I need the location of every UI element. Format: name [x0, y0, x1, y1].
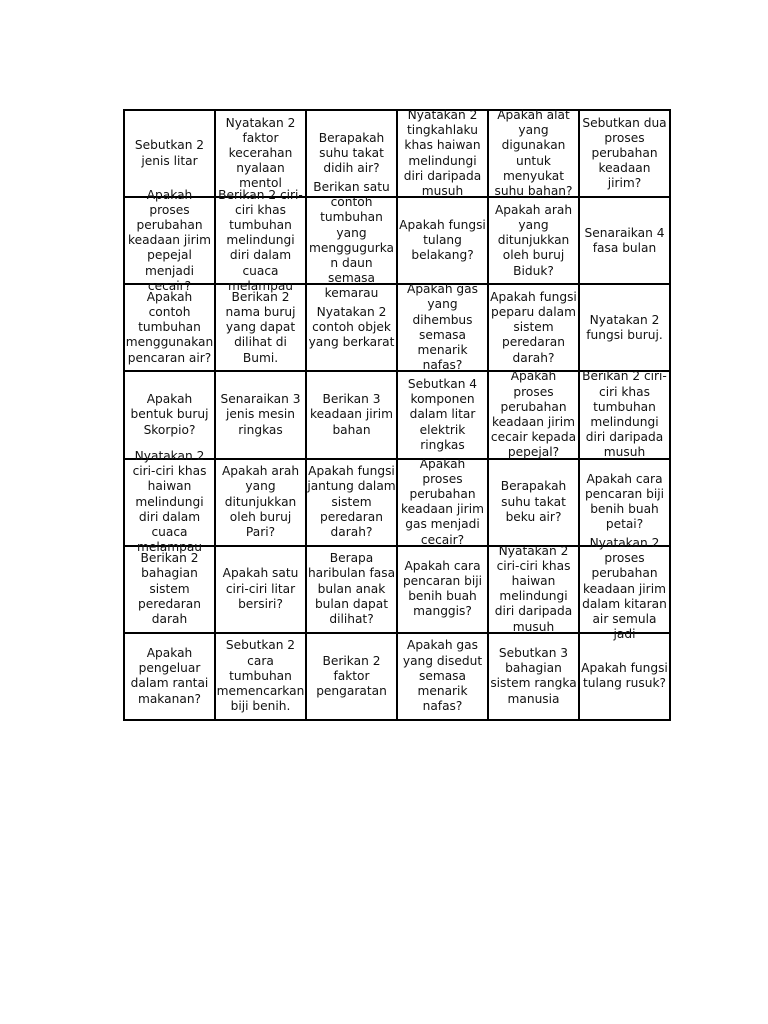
question-text: Apakah fungsi tulang rusuk?	[581, 661, 668, 691]
grid-row	[124, 546, 670, 633]
question-text: Sebutkan 4 komponen dalam litar elektrik ringkas	[407, 376, 478, 452]
question-cell	[397, 546, 488, 633]
question-text: Berikan 2 ciri-ciri khas tumbuhan melindungi diri daripada musuh	[582, 369, 667, 460]
question-text: Apakah arah yang ditunjukkan oleh buruj Pari?	[221, 464, 300, 539]
question-text: Berikan satu contoh tumbuhan yang menggugurkan daun semasa kemarau	[308, 179, 395, 301]
question-text: Nyatakan 2 tingkahlaku khas haiwan melindungi diri daripada musuh	[403, 107, 482, 198]
question-cell	[579, 284, 670, 371]
question-cell	[579, 197, 670, 284]
question-cell	[488, 543, 579, 634]
question-text: Nyatakan 2 ciri-ciri khas haiwan melindungi diri daripada musuh	[494, 543, 573, 634]
question-text: Apakah pengeluar dalam rantai makanan?	[130, 646, 209, 706]
question-cell	[579, 536, 670, 642]
question-text: Apakah fungsi tulang belakang?	[399, 217, 486, 263]
question-text: Nyatakan 2 proses perubahan keadaan jirim dalam kitaran air semula jadi	[582, 536, 667, 642]
question-grid	[123, 109, 671, 721]
question-cell	[579, 459, 670, 546]
question-cell	[397, 456, 488, 547]
question-cell	[579, 371, 670, 458]
question-cell	[215, 371, 306, 458]
question-cell	[397, 633, 488, 720]
question-text: Apakah cara pencaran biji benih buah petai?	[584, 471, 665, 532]
question-text: Nyatakan 2 ciri-ciri khas haiwan melindungi diri dalam cuaca melampau	[132, 448, 207, 555]
question-text: Berikan 2 ciri-ciri khas tumbuhan melindungi diri dalam cuaca melampau	[218, 187, 303, 293]
question-text: Apakah alat yang digunakan untuk menyukat suhu bahan?	[494, 107, 573, 198]
grid-row	[124, 371, 670, 458]
grid-row	[124, 459, 670, 546]
question-text: Sebutkan 3 bahagian sistem rangka manusia	[490, 646, 577, 706]
question-cell	[215, 459, 306, 546]
question-cell	[124, 371, 215, 458]
question-cell	[306, 371, 397, 458]
question-cell	[215, 284, 306, 371]
grid-row	[124, 197, 670, 284]
question-text: Apakah bentuk buruj Skorpio?	[130, 392, 209, 437]
question-text: Berikan 2 bahagian sistem peredaran darah	[138, 551, 201, 627]
question-cell	[124, 633, 215, 720]
question-cell	[579, 633, 670, 720]
question-text: Apakah satu ciri-ciri litar bersiri?	[222, 566, 299, 611]
question-text: Sebutkan 2 cara tumbuhan memencarkan biji benih.	[216, 638, 305, 714]
question-cell	[488, 459, 579, 546]
question-text: Berikan 3 keadaan jirim bahan	[310, 392, 393, 437]
question-text: Berapakah suhu takat beku air?	[500, 479, 567, 524]
question-cell	[488, 284, 579, 371]
question-cell	[397, 371, 488, 458]
grid-row	[124, 284, 670, 371]
question-text: Apakah fungsi jantung dalam sistem peredaran darah?	[307, 464, 396, 539]
question-text: Nyatakan 2 contoh objek yang berkarat	[308, 305, 395, 350]
question-text: Apakah contoh tumbuhan menggunakan pencaran air?	[125, 289, 214, 365]
question-cell	[306, 459, 397, 546]
question-text: Apakah arah yang ditunjukkan oleh buruj Biduk?	[494, 202, 573, 278]
question-cell	[124, 546, 215, 633]
grid-row	[124, 110, 670, 197]
grid-row	[124, 633, 670, 720]
question-text: Apakah proses perubahan keadaan jirim pepejal menjadi cecair?	[128, 187, 211, 293]
question-text: Apakah proses perubahan keadaan jirim gas menjadi cecair?	[401, 456, 484, 547]
question-cell	[397, 284, 488, 371]
question-text: Sebutkan dua proses perubahan keadaan jirim?	[582, 115, 667, 191]
question-cell	[124, 284, 215, 371]
question-text: Apakah gas yang dihembus semasa menarik nafas?	[406, 282, 478, 373]
question-text: Apakah proses perubahan keadaan jirim cecair kepada pepejal?	[490, 369, 577, 460]
question-cell	[215, 110, 306, 197]
question-cell	[397, 197, 488, 284]
question-text: Berikan 2 faktor pengaratan	[316, 653, 387, 699]
question-text: Apakah gas yang disedut semasa menarik nafas?	[402, 638, 483, 714]
question-text: Nyatakan 2 fungsi buruj.	[586, 312, 663, 342]
question-text: Apakah cara pencaran biji benih buah manggis?	[402, 558, 483, 619]
question-text: Berapakah suhu takat didih air?	[318, 130, 385, 176]
question-text: Berapa haribulan fasa bulan anak bulan dapat dilihat?	[307, 551, 396, 627]
question-cell	[488, 633, 579, 720]
question-cell	[215, 546, 306, 633]
question-cell	[488, 371, 579, 458]
question-text: Sebutkan 2 jenis litar	[134, 138, 205, 168]
question-cell	[306, 179, 397, 301]
question-text: Senaraikan 3 jenis mesin ringkas	[220, 392, 301, 437]
question-cell	[397, 107, 488, 198]
question-cell	[124, 187, 215, 293]
question-cell	[488, 107, 579, 198]
question-text: Apakah fungsi peparu dalam sistem peredaran darah?	[490, 289, 577, 365]
question-text: Senaraikan 4 fasa bulan	[584, 225, 665, 255]
question-cell	[306, 546, 397, 633]
question-cell	[215, 187, 306, 293]
question-cell	[215, 633, 306, 720]
question-cell	[124, 448, 215, 555]
question-text: Nyatakan 2 faktor kecerahan nyalaan mentol	[225, 115, 296, 191]
question-cell	[124, 110, 215, 197]
question-cell	[488, 197, 579, 284]
question-text: Berikan 2 nama buruj yang dapat dilihat di Bumi.	[225, 289, 296, 365]
question-cell	[579, 110, 670, 197]
question-cell	[306, 633, 397, 720]
